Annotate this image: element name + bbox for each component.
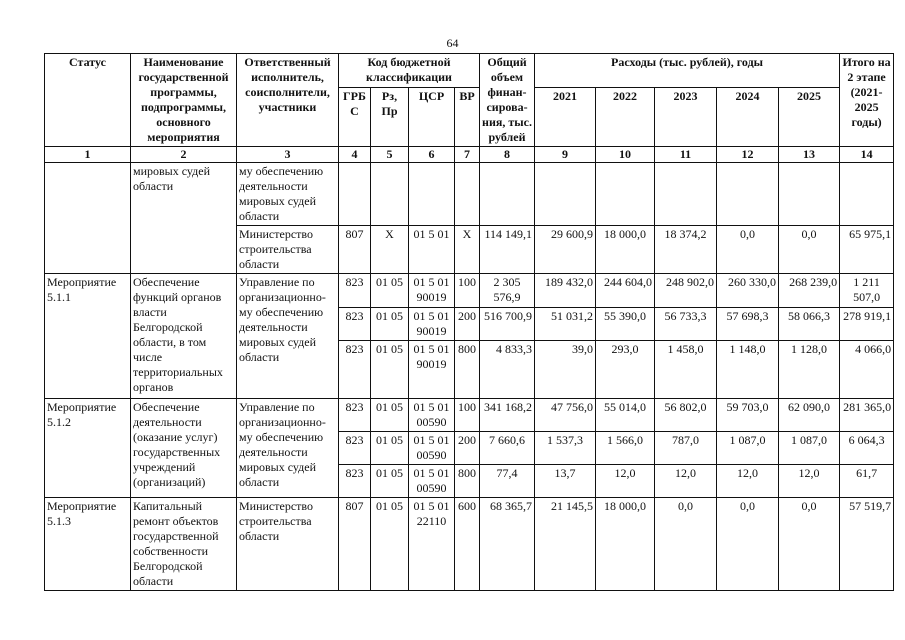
- name-cell: Капитальный ремонт объектов государственной собственности Белгородской области: [131, 498, 237, 591]
- name-cell: Обеспечение функций органов власти Белгородской области, в том числе территориальных органов: [131, 274, 237, 399]
- grbs-cell: 823: [339, 308, 371, 341]
- executor-cell: Министерство строительства области: [237, 226, 339, 274]
- y2023-cell: 56 802,0: [655, 399, 717, 432]
- total-cell: 68 365,7: [480, 498, 535, 591]
- csr-cell: 01 5 01 00590: [409, 432, 455, 465]
- y2021-cell: 47 756,0: [535, 399, 596, 432]
- sum-cell: 57 519,7: [840, 498, 894, 591]
- name-cell: Обеспечение деятельности (оказание услуг) государственных учреждений (организаций): [131, 399, 237, 498]
- rz-cell: 01 05: [371, 399, 409, 432]
- y2025-cell: 12,0: [779, 465, 840, 498]
- y2021-cell: 21 145,5: [535, 498, 596, 591]
- col-number: 11: [655, 147, 717, 163]
- vr-cell: X: [455, 226, 480, 274]
- page-number: 64: [446, 36, 459, 50]
- header-budget-code: Код бюджетной классификации: [339, 54, 480, 88]
- col-number: 2: [131, 147, 237, 163]
- table-row: [45, 498, 894, 591]
- header-2024: 2024: [717, 88, 779, 147]
- y2022-cell: 1 566,0: [596, 432, 655, 465]
- grbs-cell: 823: [339, 399, 371, 432]
- y2024-cell: 260 330,0: [717, 274, 779, 308]
- vr-cell: 200: [455, 432, 480, 465]
- rz-cell: 01 05: [371, 308, 409, 341]
- csr-cell: 01 5 01 90019: [409, 341, 455, 399]
- y2021-cell: 1 537,3: [535, 432, 596, 465]
- vr-cell: 200: [455, 308, 480, 341]
- y2022-cell: 55 014,0: [596, 399, 655, 432]
- total-cell: 4 833,3: [480, 341, 535, 399]
- rz-cell: X: [371, 226, 409, 274]
- col-number: 9: [535, 147, 596, 163]
- y2022-cell: 293,0: [596, 341, 655, 399]
- budget-table: [44, 53, 894, 591]
- status-cell: [45, 163, 131, 274]
- header-csr: ЦСР: [409, 88, 455, 147]
- status-cell: Мероприятие 5.1.1: [45, 274, 131, 399]
- sum-cell: 4 066,0: [840, 341, 894, 399]
- y2025-cell: 268 239,0: [779, 274, 840, 308]
- y2023-cell: 1 458,0: [655, 341, 717, 399]
- grbs-cell: 823: [339, 432, 371, 465]
- csr-cell: 01 5 01 90019: [409, 274, 455, 308]
- executor-cell: Управление по организационно-му обеспечению деятельности мировых судей области: [237, 399, 339, 498]
- sum-cell: 61,7: [840, 465, 894, 498]
- executor-cell: Управление по организационно-му обеспечению деятельности мировых судей области: [237, 274, 339, 399]
- csr-cell: 01 5 01 22110: [409, 498, 455, 591]
- y2021-cell: 189 432,0: [535, 274, 596, 308]
- y2024-cell: 12,0: [717, 465, 779, 498]
- rz-cell: 01 05: [371, 432, 409, 465]
- header-total-volume: Общий объем финан-сирова-ния, тыс. рублей: [480, 54, 535, 147]
- y2022-cell: 18 000,0: [596, 226, 655, 274]
- total-cell: 341 168,2: [480, 399, 535, 432]
- col-number: 1: [45, 147, 131, 163]
- sum-cell: 65 975,1: [840, 226, 894, 274]
- y2021-cell: 13,7: [535, 465, 596, 498]
- header-name: Наименование государственной программы, подпрограммы, основного мероприятия: [131, 54, 237, 147]
- total-cell: 7 660,6: [480, 432, 535, 465]
- header-2025: 2025: [779, 88, 840, 147]
- rz-cell: 01 05: [371, 274, 409, 308]
- table-row: [45, 399, 894, 432]
- total-cell: 114 149,1: [480, 226, 535, 274]
- header-rz: Рз, Пр: [371, 88, 409, 147]
- grbs-cell: 807: [339, 498, 371, 591]
- executor-cell: му обеспечению деятельности мировых судей области: [237, 163, 339, 226]
- header-grbs: ГРБ С: [339, 88, 371, 147]
- y2022-cell: 55 390,0: [596, 308, 655, 341]
- y2023-cell: 248 902,0: [655, 274, 717, 308]
- header-2021: 2021: [535, 88, 596, 147]
- total-cell: 77,4: [480, 465, 535, 498]
- grbs-cell: 807: [339, 226, 371, 274]
- vr-cell: 800: [455, 465, 480, 498]
- y2024-cell: 0,0: [717, 226, 779, 274]
- col-number: 5: [371, 147, 409, 163]
- csr-cell: 01 5 01: [409, 226, 455, 274]
- y2025-cell: 62 090,0: [779, 399, 840, 432]
- header-executor: Ответственный исполнитель, соисполнители, участники: [237, 54, 339, 147]
- col-number: 14: [840, 147, 894, 163]
- sum-cell: 6 064,3: [840, 432, 894, 465]
- sum-cell: 281 365,0: [840, 399, 894, 432]
- csr-cell: 01 5 01 00590: [409, 399, 455, 432]
- rz-cell: 01 05: [371, 465, 409, 498]
- y2022-cell: 12,0: [596, 465, 655, 498]
- y2024-cell: 1 087,0: [717, 432, 779, 465]
- col-number: 12: [717, 147, 779, 163]
- y2025-cell: 0,0: [779, 226, 840, 274]
- y2024-cell: 57 698,3: [717, 308, 779, 341]
- grbs-cell: 823: [339, 341, 371, 399]
- rz-cell: 01 05: [371, 498, 409, 591]
- header-expenses: Расходы (тыс. рублей), годы: [535, 54, 840, 88]
- vr-cell: 100: [455, 399, 480, 432]
- sum-cell: 278 919,1: [840, 308, 894, 341]
- col-number: 6: [409, 147, 455, 163]
- csr-cell: 01 5 01 90019: [409, 308, 455, 341]
- y2023-cell: 18 374,2: [655, 226, 717, 274]
- y2023-cell: 56 733,3: [655, 308, 717, 341]
- y2022-cell: 18 000,0: [596, 498, 655, 591]
- status-cell: Мероприятие 5.1.2: [45, 399, 131, 498]
- y2023-cell: 12,0: [655, 465, 717, 498]
- name-cell: мировых судей области: [131, 163, 237, 274]
- column-numbers-row: [45, 147, 894, 163]
- csr-cell: 01 5 01 00590: [409, 465, 455, 498]
- grbs-cell: 823: [339, 274, 371, 308]
- y2021-cell: 39,0: [535, 341, 596, 399]
- executor-cell: Министерство строительства области: [237, 498, 339, 591]
- vr-cell: 600: [455, 498, 480, 591]
- header-2023: 2023: [655, 88, 717, 147]
- table-row: [45, 163, 894, 226]
- y2024-cell: 1 148,0: [717, 341, 779, 399]
- rz-cell: 01 05: [371, 341, 409, 399]
- y2025-cell: 58 066,3: [779, 308, 840, 341]
- sum-cell: 1 211 507,0: [840, 274, 894, 308]
- total-cell: 2 305 576,9: [480, 274, 535, 308]
- y2024-cell: 0,0: [717, 498, 779, 591]
- y2021-cell: 29 600,9: [535, 226, 596, 274]
- total-cell: 516 700,9: [480, 308, 535, 341]
- header-total-stage: Итого на 2 этапе (2021-2025 годы): [840, 54, 894, 147]
- table-row: [45, 274, 894, 308]
- vr-cell: 100: [455, 274, 480, 308]
- col-number: 13: [779, 147, 840, 163]
- col-number: 4: [339, 147, 371, 163]
- vr-cell: 800: [455, 341, 480, 399]
- col-number: 10: [596, 147, 655, 163]
- header-vr: ВР: [455, 88, 480, 147]
- y2023-cell: 0,0: [655, 498, 717, 591]
- grbs-cell: 823: [339, 465, 371, 498]
- y2022-cell: 244 604,0: [596, 274, 655, 308]
- y2025-cell: 1 087,0: [779, 432, 840, 465]
- col-number: 8: [480, 147, 535, 163]
- y2021-cell: 51 031,2: [535, 308, 596, 341]
- header-2022: 2022: [596, 88, 655, 147]
- header-status: Статус: [45, 54, 131, 147]
- col-number: 3: [237, 147, 339, 163]
- status-cell: Мероприятие 5.1.3: [45, 498, 131, 591]
- y2024-cell: 59 703,0: [717, 399, 779, 432]
- y2025-cell: 1 128,0: [779, 341, 840, 399]
- y2023-cell: 787,0: [655, 432, 717, 465]
- y2025-cell: 0,0: [779, 498, 840, 591]
- col-number: 7: [455, 147, 480, 163]
